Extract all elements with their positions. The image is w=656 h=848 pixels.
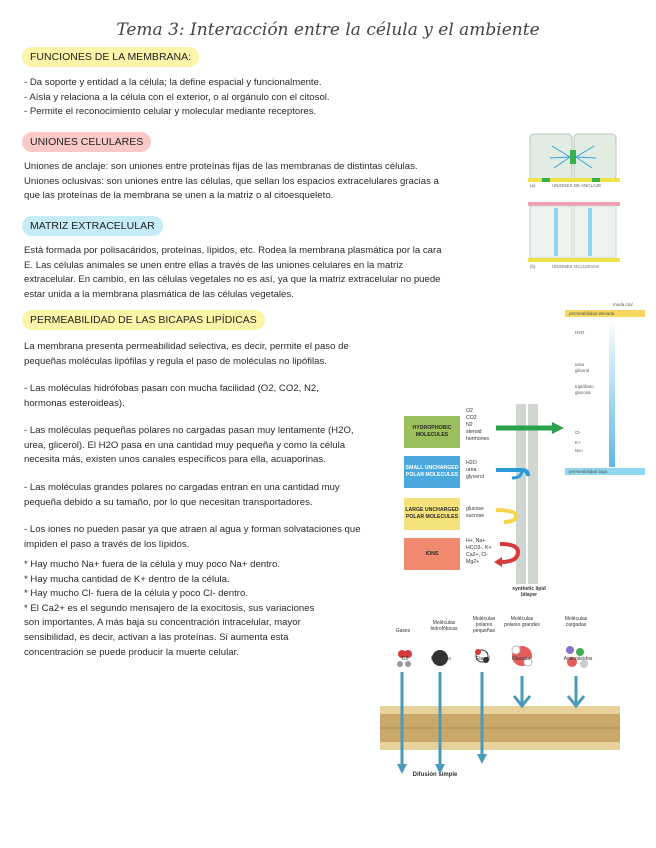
junction-caption-anclaje: UNIONES DE ANCLAJE xyxy=(552,183,602,188)
bullet-line: concentración se puede producir la muerte celular. xyxy=(24,646,239,658)
permeabilidad-intro xyxy=(24,340,349,369)
member: glucose xyxy=(466,506,484,512)
iones-text xyxy=(24,523,361,552)
polares-text xyxy=(24,424,354,468)
bullet-line: * El Ca2+ es el segundo mensajero de la exocitosis, sus variaciones xyxy=(24,602,315,614)
class-list-hydrophobic xyxy=(466,408,489,443)
bullet-line: son importantes. A más baja su concentración intracelular, mayor xyxy=(24,617,301,629)
iones-line: impiden el paso a través de los lípidos. xyxy=(24,538,190,550)
section-heading-uniones: UNIONES CELULARES xyxy=(22,132,151,152)
scale-label: urea xyxy=(575,362,585,367)
diffusion-item: Benceno xyxy=(431,656,451,662)
member: CO2 xyxy=(466,415,477,421)
diffusion-item: Aminoácidos xyxy=(563,656,593,662)
bilayer-figure xyxy=(404,404,574,608)
polares-line: necesita más, existen unos canales específicos para ella, acuaporinas. xyxy=(24,454,326,466)
hidrofobas-line: hormonas esteroideas). xyxy=(24,397,125,409)
class-box-large-polar: LARGE UNCHARGED POLAR MOLECULES xyxy=(404,498,460,530)
scale-label: glicerol xyxy=(575,368,590,373)
section-heading-funciones: FUNCIONES DE LA MEMBRANA: xyxy=(22,47,199,67)
diffusion-column: Gases xyxy=(395,628,411,634)
bullet-line: * Hay mucha cantidad de K+ dentro de la célula. xyxy=(24,573,230,585)
scale-bar xyxy=(609,317,615,467)
member: Mg2+ xyxy=(466,559,480,565)
class-box-hydrophobic: HYDROPHOBIC MOLECULES xyxy=(404,416,460,448)
uniones-line: Uniones oclusivas: son uniones entre las células, que sellan los espacios extracelulares gracias a xyxy=(24,175,439,187)
diffusion-item: Glucosa xyxy=(511,656,531,662)
junctions-figure xyxy=(528,132,620,272)
member: sucrose xyxy=(466,513,485,519)
scale-top-label: moda cm/ xyxy=(613,302,633,307)
grandes-text xyxy=(24,481,340,510)
member: HCO3-, K+ xyxy=(466,545,492,551)
funciones-text xyxy=(24,76,330,120)
member: urea xyxy=(466,467,477,473)
diffusion-item: Etanol xyxy=(475,656,491,662)
hidrofobas-line: - Las moléculas hidrófobas pasan con mucha facilidad (O2, CO2, N2, xyxy=(24,383,319,394)
member: steroid xyxy=(466,429,482,435)
intro-line: La membrana presenta permeabilidad selectiva, es decir, permite el paso de xyxy=(24,341,349,352)
bullet-line: sensibilidad, es decir, activan a las proteínas. Si aumenta esta xyxy=(24,631,289,643)
matriz-line: extracelular. En cambio, en las células vegetales no es así, ya que la matriz extracelular no puede xyxy=(24,274,441,286)
scale-label: glucosa xyxy=(575,390,591,395)
class-list-ions xyxy=(466,538,492,566)
scale-label: K+ xyxy=(575,440,581,445)
junctions-illustration xyxy=(528,132,620,272)
member: O2 xyxy=(466,408,473,414)
matriz-line: estar unida a la membrana plasmática de las células vegetales. xyxy=(24,288,294,300)
diffusion-column: Moléculas polares grandes xyxy=(504,616,540,628)
matriz-line: E. Las células animales se unen entre ellas a través de las uniones celulares en la matriz xyxy=(24,259,404,271)
diffusion-column: Moléculas polares pequeñas xyxy=(472,616,496,634)
junction-caption-oclusivas: UNIONES OCLUSIVAS xyxy=(552,264,600,269)
member: N2 xyxy=(466,422,473,428)
uniones-text xyxy=(24,160,439,204)
matriz-line: Está formada por polisacáridos, proteínas, lípidos, etc. Rodea la membrana plasmática por la cara xyxy=(24,245,442,256)
class-box-small-polar: SMALL UNCHARGED POLAR MOLECULES xyxy=(404,456,460,488)
junction-letter-b: (b) xyxy=(530,264,536,269)
permeability-scale-figure xyxy=(565,302,645,482)
class-list-large-polar xyxy=(466,506,484,520)
member: H2O xyxy=(466,460,477,466)
member: H+, Na+ xyxy=(466,538,486,544)
scale-label: triptófano xyxy=(575,384,594,389)
section-heading-permeabilidad: PERMEABILIDAD DE LAS BICAPAS LIPÍDICAS xyxy=(22,310,265,330)
class-box-ions: IONS xyxy=(404,538,460,570)
junction-letter-a: (a) xyxy=(530,183,536,188)
scale-label: Cl- xyxy=(575,430,581,435)
page-title: Tema 3: Interacción entre la célula y el ambiente xyxy=(116,20,540,40)
member: glycerol xyxy=(466,474,484,480)
bullet-line: * Hay mucho Na+ fuera de la célula y muy poco Na+ dentro. xyxy=(24,559,280,570)
iones-line: - Los iones no pueden pasar ya que atraen al agua y forman solvataciones que xyxy=(24,524,361,535)
iones-bullets xyxy=(24,558,314,660)
bilayer-caption: synthetic lipid bilayer xyxy=(512,586,546,598)
bullet-line: * Hay mucho Cl- fuera de la célula y poco Cl- dentro. xyxy=(24,588,248,600)
diffusion-caption: Difusión simple xyxy=(412,772,458,778)
funciones-line: - Aísla y relaciona a la célula con el exterior, o al orgánulo con el citosol. xyxy=(24,91,330,103)
uniones-line: Uniones de anclaje: son uniones entre proteínas fijas de las membranas de distintas células. xyxy=(24,161,418,172)
class-list-small-polar xyxy=(466,460,484,481)
member: hormones xyxy=(466,436,490,442)
diffusion-column: Moléculas cargadas xyxy=(564,616,588,628)
scale-label: Na+ xyxy=(575,448,584,453)
grandes-line: - Las moléculas grandes polares no cargadas entran en una cantidad muy xyxy=(24,482,340,493)
diffusion-item: O2 xyxy=(401,656,409,662)
polares-line: - Las moléculas pequeñas polares no cargadas pasan muy lentamente (H2O, xyxy=(24,425,354,436)
hidrofobas-text xyxy=(24,382,319,411)
scale-bottom-band-label: permeabilidad baja xyxy=(569,469,608,474)
member: Ca2+, Cl- xyxy=(466,552,489,558)
diffusion-figure xyxy=(380,612,620,782)
matriz-text xyxy=(24,244,442,302)
intro-line: pequeñas moléculas lipófilas y regula el paso de moléculas no lipófilas. xyxy=(24,355,327,367)
uniones-line: que las proteínas de la membrana se unen a la matriz o al citoesqueleto. xyxy=(24,190,334,202)
funciones-line: - Permite el reconocimiento celular y molecular mediante receptores. xyxy=(24,106,317,118)
scale-top-band-label: permeabilidad elevada xyxy=(569,311,615,316)
diffusion-column: Moléculas hidrofóbicas xyxy=(430,620,458,632)
scale-label: H2O xyxy=(575,330,585,335)
grandes-line: pequeña debido a su tamaño, por lo que necesitan transportadores. xyxy=(24,496,313,508)
funciones-line: - Da soporte y entidad a la célula; la define espacial y funcionalmente. xyxy=(24,77,322,88)
polares-line: urea, glicerol). El H2O pasa en una cantidad muy pequeña y como la célula xyxy=(24,439,346,451)
section-heading-matriz: MATRIZ EXTRACELULAR xyxy=(22,216,163,236)
